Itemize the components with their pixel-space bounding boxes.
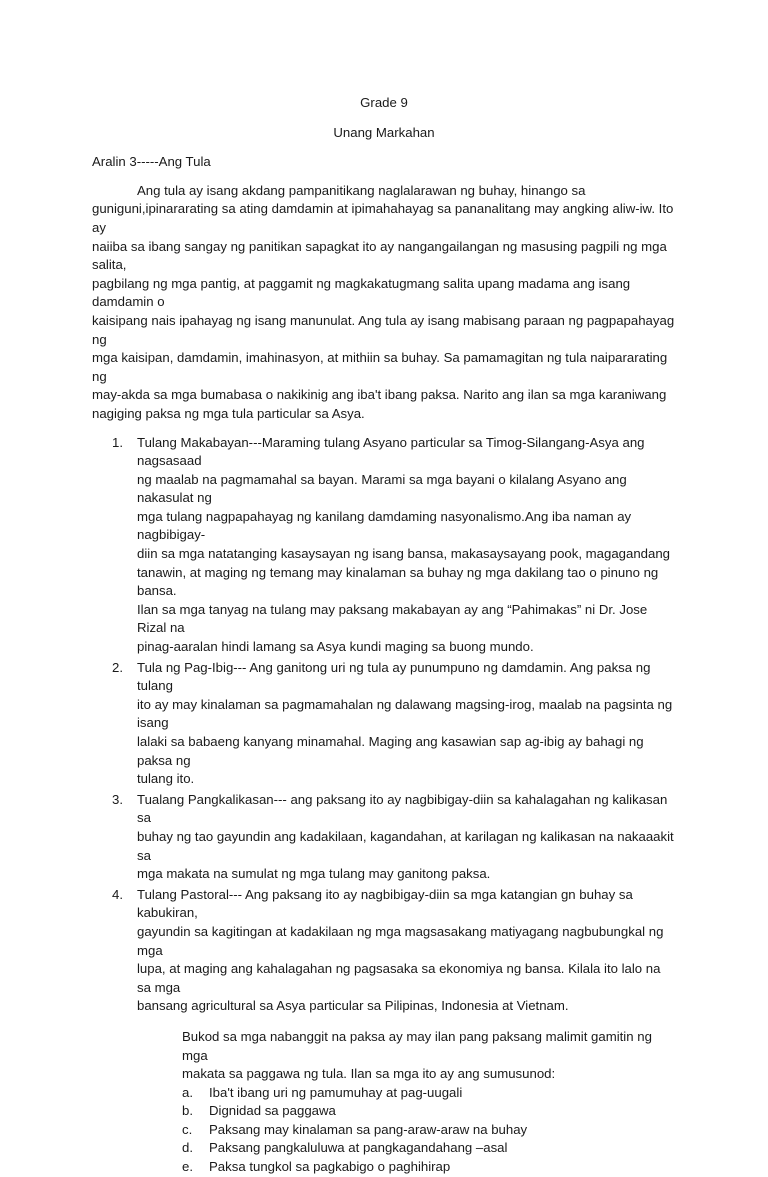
other-topics-list [182,1084,676,1177]
list-item-line: ng maalab na pagmamahal sa bayan. Marami sa mga bayani o kilalang Asyano ang nakasulat ng [137,471,627,506]
list-item-line: Tula ng Pag-Ibig--- Ang ganitong uri ng tula ay punumpuno ng damdamin. Ang paksa ng tulang [137,659,651,694]
list-item-line: pinag-aaralan hindi lamang sa Asya kundi maging sa buong mundo. [137,639,534,655]
list-item-line: tulang ito. [137,771,195,787]
sub-list-letter: a. [182,1084,193,1100]
sub-list-letter: e. [182,1159,193,1175]
sub-list-letter: c. [182,1121,193,1137]
intro-line: mga kaisipan, damdamin, imahinasyon, at mithiin sa buhay. Sa pamamagitan ng tula naipararating ng [92,350,668,384]
list-item-line: buhay ng tao gayundin ang kadakilaan, kagandahan, at karilagan ng kalikasan na nakaaakit sa [137,828,674,863]
intro-line: naiiba sa ibang sangay ng panitikan sapagkat ito ay nangangailangan ng masusing pagpili ng mga salita, [92,238,667,273]
sub-list-letter: d. [182,1140,193,1156]
sub-list-text: Paksang pangkaluluwa at pangkagandahang –asal [209,1140,508,1156]
list-item-line: gayundin sa kagitingan at kadakilaan ng mga magsasakang matiyagang nagbubungkal ng mga [137,923,664,958]
list-item-line: Ilan sa mga tanyag na tulang may paksang makabayan ay ang “Pahimakas” ni Dr. Jose Rizal na [137,601,648,636]
intro-line: guniguni,ipinararating sa ating damdamin at ipimahahayag sa pananalitang may angking aliw-iw. Ito ay [92,201,674,235]
list-number: 2. [112,659,123,675]
list-item [92,434,676,657]
list-item-line: bansang agricultural sa Asya particular sa Pilipinas, Indonesia at Vietnam. [137,998,569,1014]
sub-list-item [182,1102,676,1121]
sub-list-item [182,1121,676,1140]
list-item [92,886,676,1016]
intro-line: nagiging paksa ng mga tula particular sa Asya. [92,405,365,421]
list-item [92,659,676,789]
intro-line: may-akda sa mga bumabasa o nakikinig ang iba't ibang paksa. Narito ang ilan sa mga karaniwang [92,387,667,403]
list-item-line: mga makata na sumulat ng mga tulang may ganitong paksa. [137,866,491,882]
intro-paragraph [92,182,676,424]
sub-list-text: Iba't ibang uri ng pamumuhay at pag-uugali [209,1084,463,1100]
other-topics-line: Bukod sa mga nabanggit na paksa ay may ilan pang paksang malimit gamitin ng mga [182,1028,652,1063]
quarter-heading: Unang Markahan [333,124,435,140]
sub-list-letter: b. [182,1103,193,1119]
list-number: 4. [112,886,123,902]
list-item-line: mga tulang nagpapahayag ng kanilang damdaming nasyonalismo.Ang iba naman ay nagbibigay- [137,508,632,543]
list-item [92,791,676,884]
intro-line: pagbilang ng mga pantig, at paggamit ng magkakatugmang salita upang madama ang isang damdamin o [92,275,631,310]
list-item-line: Tualang Pangkalikasan--- ang paksang ito ay nagbibigay-diin sa kahalagahan ng kalikasan sa [137,791,668,826]
sub-list-text: Dignidad sa paggawa [209,1103,336,1119]
other-topics-section [182,1028,676,1177]
sub-list-text: Paksang may kinalaman sa pang-araw-araw na buhay [209,1121,528,1137]
sub-list-text: Paksa tungkol sa pagkabigo o paghihirap [209,1159,451,1175]
intro-line: kaisipang nais ipahayag ng isang manunulat. Ang tula ay isang mabisang paraan ng pagpapahayag ng [92,312,675,347]
sub-list-item [182,1139,676,1158]
list-item-line: tanawin, at maging ng temang may kinalaman sa buhay ng mga dakilang tao o pinuno ng bansa. [137,564,659,599]
list-number: 1. [112,434,123,450]
grade-heading: Grade 9 [360,95,408,110]
other-topics-line: makata sa paggawa ng tula. Ilan sa mga ito ay ang sumusunod: [182,1066,556,1082]
poem-types-list [92,434,676,1016]
list-item-line: ito ay may kinalaman sa pagmamahalan ng dalawang magsing-irog, maalab na pagsinta ng isang [137,696,673,731]
sub-list-item [182,1084,676,1103]
list-item-line: Tulang Makabayan---Maraming tulang Asyano particular sa Timog-Silangang-Asya ang nagsasaad [137,434,645,469]
list-item-line: lalaki sa babaeng kanyang minamahal. Maging ang kasawian sap ag-ibig ay bahagi ng paksa ng [137,734,644,768]
list-item-line: diin sa mga natatanging kasaysayan ng isang bansa, makasaysayang pook, magagandang [137,546,670,562]
list-number: 3. [112,791,123,807]
lesson-title: Aralin 3-----Ang Tula [92,154,211,170]
list-item-line: Tulang Pastoral--- Ang paksang ito ay nagbibigay-diin sa mga katangian gn buhay sa kabukiran, [137,886,633,921]
list-item-line: lupa, at maging ang kahalagahan ng pagsasaka sa ekonomiya ng bansa. Kilala ito lalo na sa mga [137,961,661,995]
sub-list-item [182,1158,676,1177]
intro-line: Ang tula ay isang akdang pampanitikang naglalarawan ng buhay, hinango sa [137,182,586,198]
